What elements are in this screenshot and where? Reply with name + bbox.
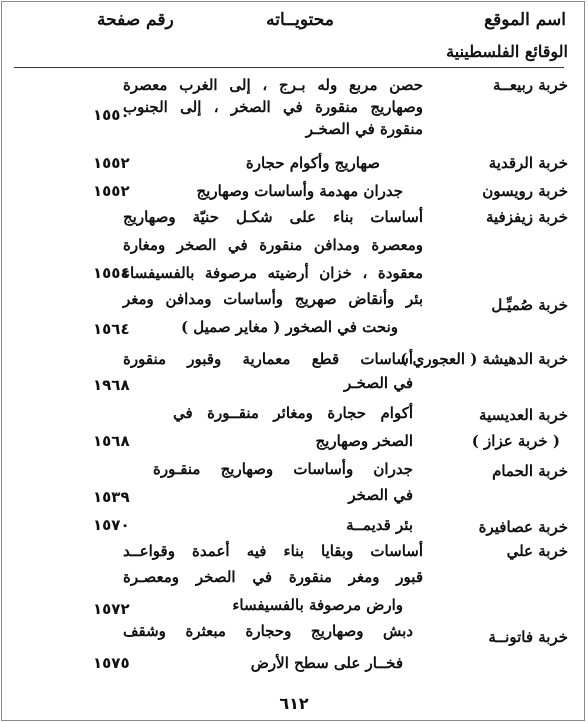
- contents-line: أساسات قطع معمارية وقبور منقورة: [123, 350, 413, 368]
- contents-line: الصخر وصهاريج: [315, 432, 413, 450]
- page-number: ١٥٥٠: [93, 106, 130, 124]
- site-name: خربة صُميِّـل: [491, 296, 568, 314]
- contents-line: أساسات بناء على شكـل حنيّة وصهاريج: [123, 208, 423, 226]
- contents-line: في الصخر: [348, 486, 413, 504]
- page-number: ١٥٧٥: [93, 654, 130, 672]
- page-number: ١٥٥٢: [93, 154, 130, 172]
- contents-line: أساسات وبقايا بناء فيه أعمدة وقواعــد: [123, 542, 423, 560]
- site-name: خربة زيفزفية: [485, 208, 568, 226]
- site-name: خربة فاتونــة: [488, 628, 568, 646]
- contents-line: أكوام حجارة ومغائر منقــورة في: [173, 404, 413, 422]
- contents-line: صهاريج وأكوام حجارة: [245, 154, 380, 172]
- contents-line: بئر قديمــة: [346, 516, 413, 534]
- page-column-header: رقم صفحة: [97, 10, 174, 30]
- contents-column-header: محتويــاته: [266, 10, 334, 30]
- site-name: خربة العديسية: [479, 406, 568, 424]
- page-number: ١٥٣٩: [93, 488, 130, 506]
- contents-line: ونحت في الصخور ( مغاير صميل ): [180, 318, 398, 336]
- site-alt-name: ( خربة عزاز ): [471, 432, 560, 450]
- site-name: خربة الحمام: [492, 462, 568, 480]
- contents-line: منقورة في الصخـر: [305, 120, 423, 138]
- site-name: خربة رويسون: [482, 182, 568, 200]
- section-title: الوقائع الفلسطينية: [446, 42, 568, 61]
- contents-line: حصن مربع وله بـرج ، إلى الغرب معصرة: [123, 76, 423, 94]
- page-number: ١٥٧٠: [93, 516, 130, 534]
- site-name: خربة الدهيشة ( العجوري ): [400, 350, 568, 368]
- contents-line: دبش وصهاريج وحجارة مبعثرة وشقف: [123, 622, 413, 640]
- page-folio-number: ٦١٢: [279, 694, 309, 713]
- site-column-header: اسم الموقع: [484, 10, 566, 30]
- contents-line: بئر وأنقاض صهريج وأساسات ومدافن ومغر: [123, 290, 423, 308]
- contents-line: معقودة ، خزان أرضيته مرصوفة بالفسيفساء: [123, 264, 423, 282]
- site-name: خربة الرقدية: [488, 154, 568, 172]
- contents-line: وصهاريج منقورة في الصخر ، إلى الجنوب: [123, 98, 423, 116]
- contents-line: قبور ومغر منقورة في الصخر ومعصـرة: [123, 568, 423, 586]
- header-divider: [14, 67, 564, 68]
- page-number: ١٥٦٤: [93, 320, 130, 338]
- contents-line: ومعصرة ومدافن منقورة في الصخر ومغارة: [123, 236, 423, 254]
- contents-line: جدران وأساسات وصهاريج منقـورة: [153, 460, 413, 478]
- contents-line: في الصخـر: [344, 374, 413, 392]
- page-number: ١٥٥٢: [93, 182, 130, 200]
- contents-line: وارض مرصوفة بالفسيفساء: [232, 596, 403, 614]
- page-number: ١٥٧٢: [93, 600, 130, 618]
- page-number: ١٥٦٨: [93, 432, 130, 450]
- contents-line: جدران مهدمة وأساسات وصهاريج: [196, 182, 403, 200]
- page-number: ١٩٦٨: [93, 376, 130, 394]
- site-name: خربة علي: [506, 542, 568, 560]
- site-name: خربة عصافيرة: [478, 518, 568, 536]
- contents-line: فخــار على سطح الأرض: [250, 654, 403, 672]
- site-name: خربة ربيعــة: [493, 76, 568, 94]
- page-number: ١٥٥٤: [93, 264, 130, 282]
